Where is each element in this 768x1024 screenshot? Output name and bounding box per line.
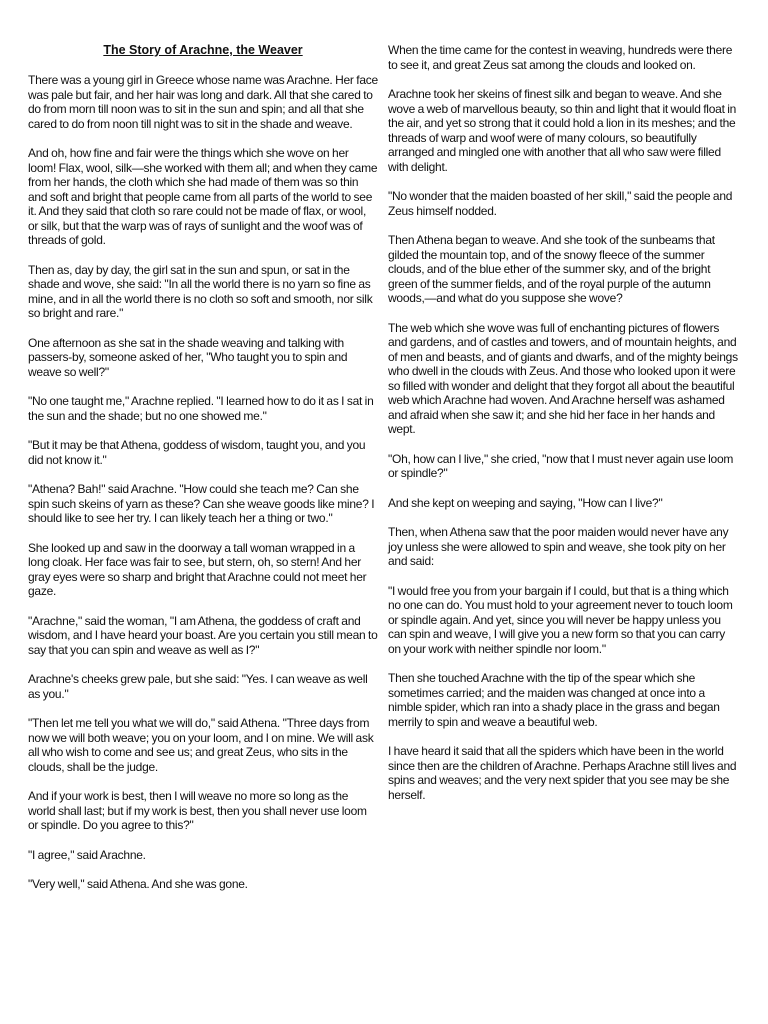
paragraph: Arachne's cheeks grew pale, but she said: "Yes. I can weave as well as you." bbox=[28, 672, 368, 701]
paragraph: Then as, day by day, the girl sat in the sun and spun, or sat in the shade and wove, she said: "In all the world there is no yarn so fine as mine, and in all the world there is no cloth so soft and smooth, nor silk so bright and rare." bbox=[28, 262, 373, 320]
story-title: The Story of Arachne, the Weaver bbox=[103, 43, 303, 57]
left-column bbox=[28, 42, 378, 907]
paragraph: "No wonder that the maiden boasted of her skill," said the people and Zeus himself nodded. bbox=[388, 189, 733, 218]
paragraph: And she kept on weeping and saying, "How can I live?" bbox=[388, 495, 663, 510]
paragraph: Arachne took her skeins of finest silk and began to weave. And she wove a web of marvellous beauty, so thin and light that it would float in the air, and yet so strong that it could hold a lion in its meshes; and the threads of warp and woof were of many colours, so beautifully arranged and mingled one with another that all who saw were filled with delight. bbox=[388, 87, 737, 174]
paragraph: "No one taught me," Arachne replied. "I learned how to do it as I sat in the sun and the shade; but no one showed me." bbox=[28, 394, 374, 423]
paragraph: "I would free you from your bargain if I could, but that is a thing which no one can do. You must hold to your agreement never to touch loom or spindle again. And yet, since you will never be happy unless you can spin and weave, I will give you a new form so that you can carry on your work with neither spindle nor loom." bbox=[388, 583, 733, 656]
paragraph: One afternoon as she sat in the shade weaving and talking with passers-by, someone asked of her, "Who taught you to spin and weave so well?" bbox=[28, 335, 348, 379]
paragraph: "I agree," said Arachne. bbox=[28, 847, 146, 862]
paragraph: There was a young girl in Greece whose name was Arachne. Her face was pale but fair, and her hair was long and dark. All that she cared to do from morn till noon was to sit in the sun and spin; and all that she cared to do from noon till night was to sit in the shade and weave. bbox=[28, 73, 378, 131]
paragraph: She looked up and saw in the doorway a tall woman wrapped in a long cloak. Her face was fair to see, but stern, oh, so stern! And her gray eyes were so sharp and bright that Arachne could not meet her gaze. bbox=[28, 540, 367, 598]
paragraph: "But it may be that Athena, goddess of wisdom, taught you, and you did not know it." bbox=[28, 438, 366, 467]
paragraph: Then she touched Arachne with the tip of the spear which she sometimes carried; and the maiden was changed at once into a nimble spider, which ran into a shady place in the grass and began merrily to spin and weave a beautiful web. bbox=[388, 671, 720, 729]
paragraph: The web which she wove was full of enchanting pictures of flowers and gardens, and of castles and towers, and of mountain heights, and of men and beasts, and of giants and dwarfs, and of the mighty beings who dwell in the clouds with Zeus. And those who looked upon it were so filled with wonder and delight that they forgot all about the beautiful web which Arachne had woven. And Arachne herself was ashamed and afraid when she saw it; and she hid her face in her hands and wept. bbox=[388, 320, 738, 436]
paragraph: "Oh, how can I live," she cried, "now that I must never again use loom or spindle?" bbox=[388, 451, 734, 480]
paragraph: And if your work is best, then I will weave no more so long as the world shall last; but if my work is best, then you shall never use loom or spindle. Do you agree to this?" bbox=[28, 789, 367, 832]
paragraph: "Very well," said Athena. And she was gone. bbox=[28, 877, 248, 891]
paragraph: I have heard it said that all the spiders which have been in the world since then are the children of Arachne. Perhaps Arachne still lives and spins and weaves; and the very next spider that you see may be she herself. bbox=[388, 744, 737, 802]
paragraph: And oh, how fine and fair were the things which she wove on her loom! Flax, wool, silk—she worked with them all; and when they came from her hands, the cloth which she had made of them was so thin and soft and bright that people came from all parts of the world to see it. And they said that cloth so rare could not be made of flax, or wool, or silk, but that the warp was of rays of sunlight and the woof was of threads of gold. bbox=[28, 146, 378, 247]
paragraph: When the time came for the contest in weaving, hundreds were there to see it, and great Zeus sat among the clouds and looked on. bbox=[388, 43, 733, 72]
paragraph: Then Athena began to weave. And she took of the sunbeams that gilded the mountain top, and of the snowy fleece of the summer clouds, and of the blue ether of the summer sky, and of the bright green of the summer fields, and of the royal purple of the autumn woods,—and what do you suppose she wove? bbox=[388, 233, 715, 305]
paragraph: "Athena? Bah!" said Arachne. "How could she teach me? Can she spin such skeins of yarn as these? Can she weave goods like mine? I should like to see her try. I can likely teach her a thing or two." bbox=[28, 482, 375, 525]
right-column bbox=[388, 43, 740, 817]
paragraph: Then, when Athena saw that the poor maiden would never have any joy unless she were allowed to spin and weave, she took pity on her and said: bbox=[388, 525, 729, 568]
paragraph: "Arachne," said the woman, "I am Athena, the goddess of craft and wisdom, and I have heard your boast. Are you certain you still mean to say that you can spin and weave as well as I?" bbox=[28, 613, 378, 657]
paragraph: "Then let me tell you what we will do," said Athena. "Three days from now we will both weave; you on your loom, and I on mine. We will ask all who wish to come and see us; and great Zeus, who sits in the clouds, shall be the judge. bbox=[28, 716, 374, 774]
